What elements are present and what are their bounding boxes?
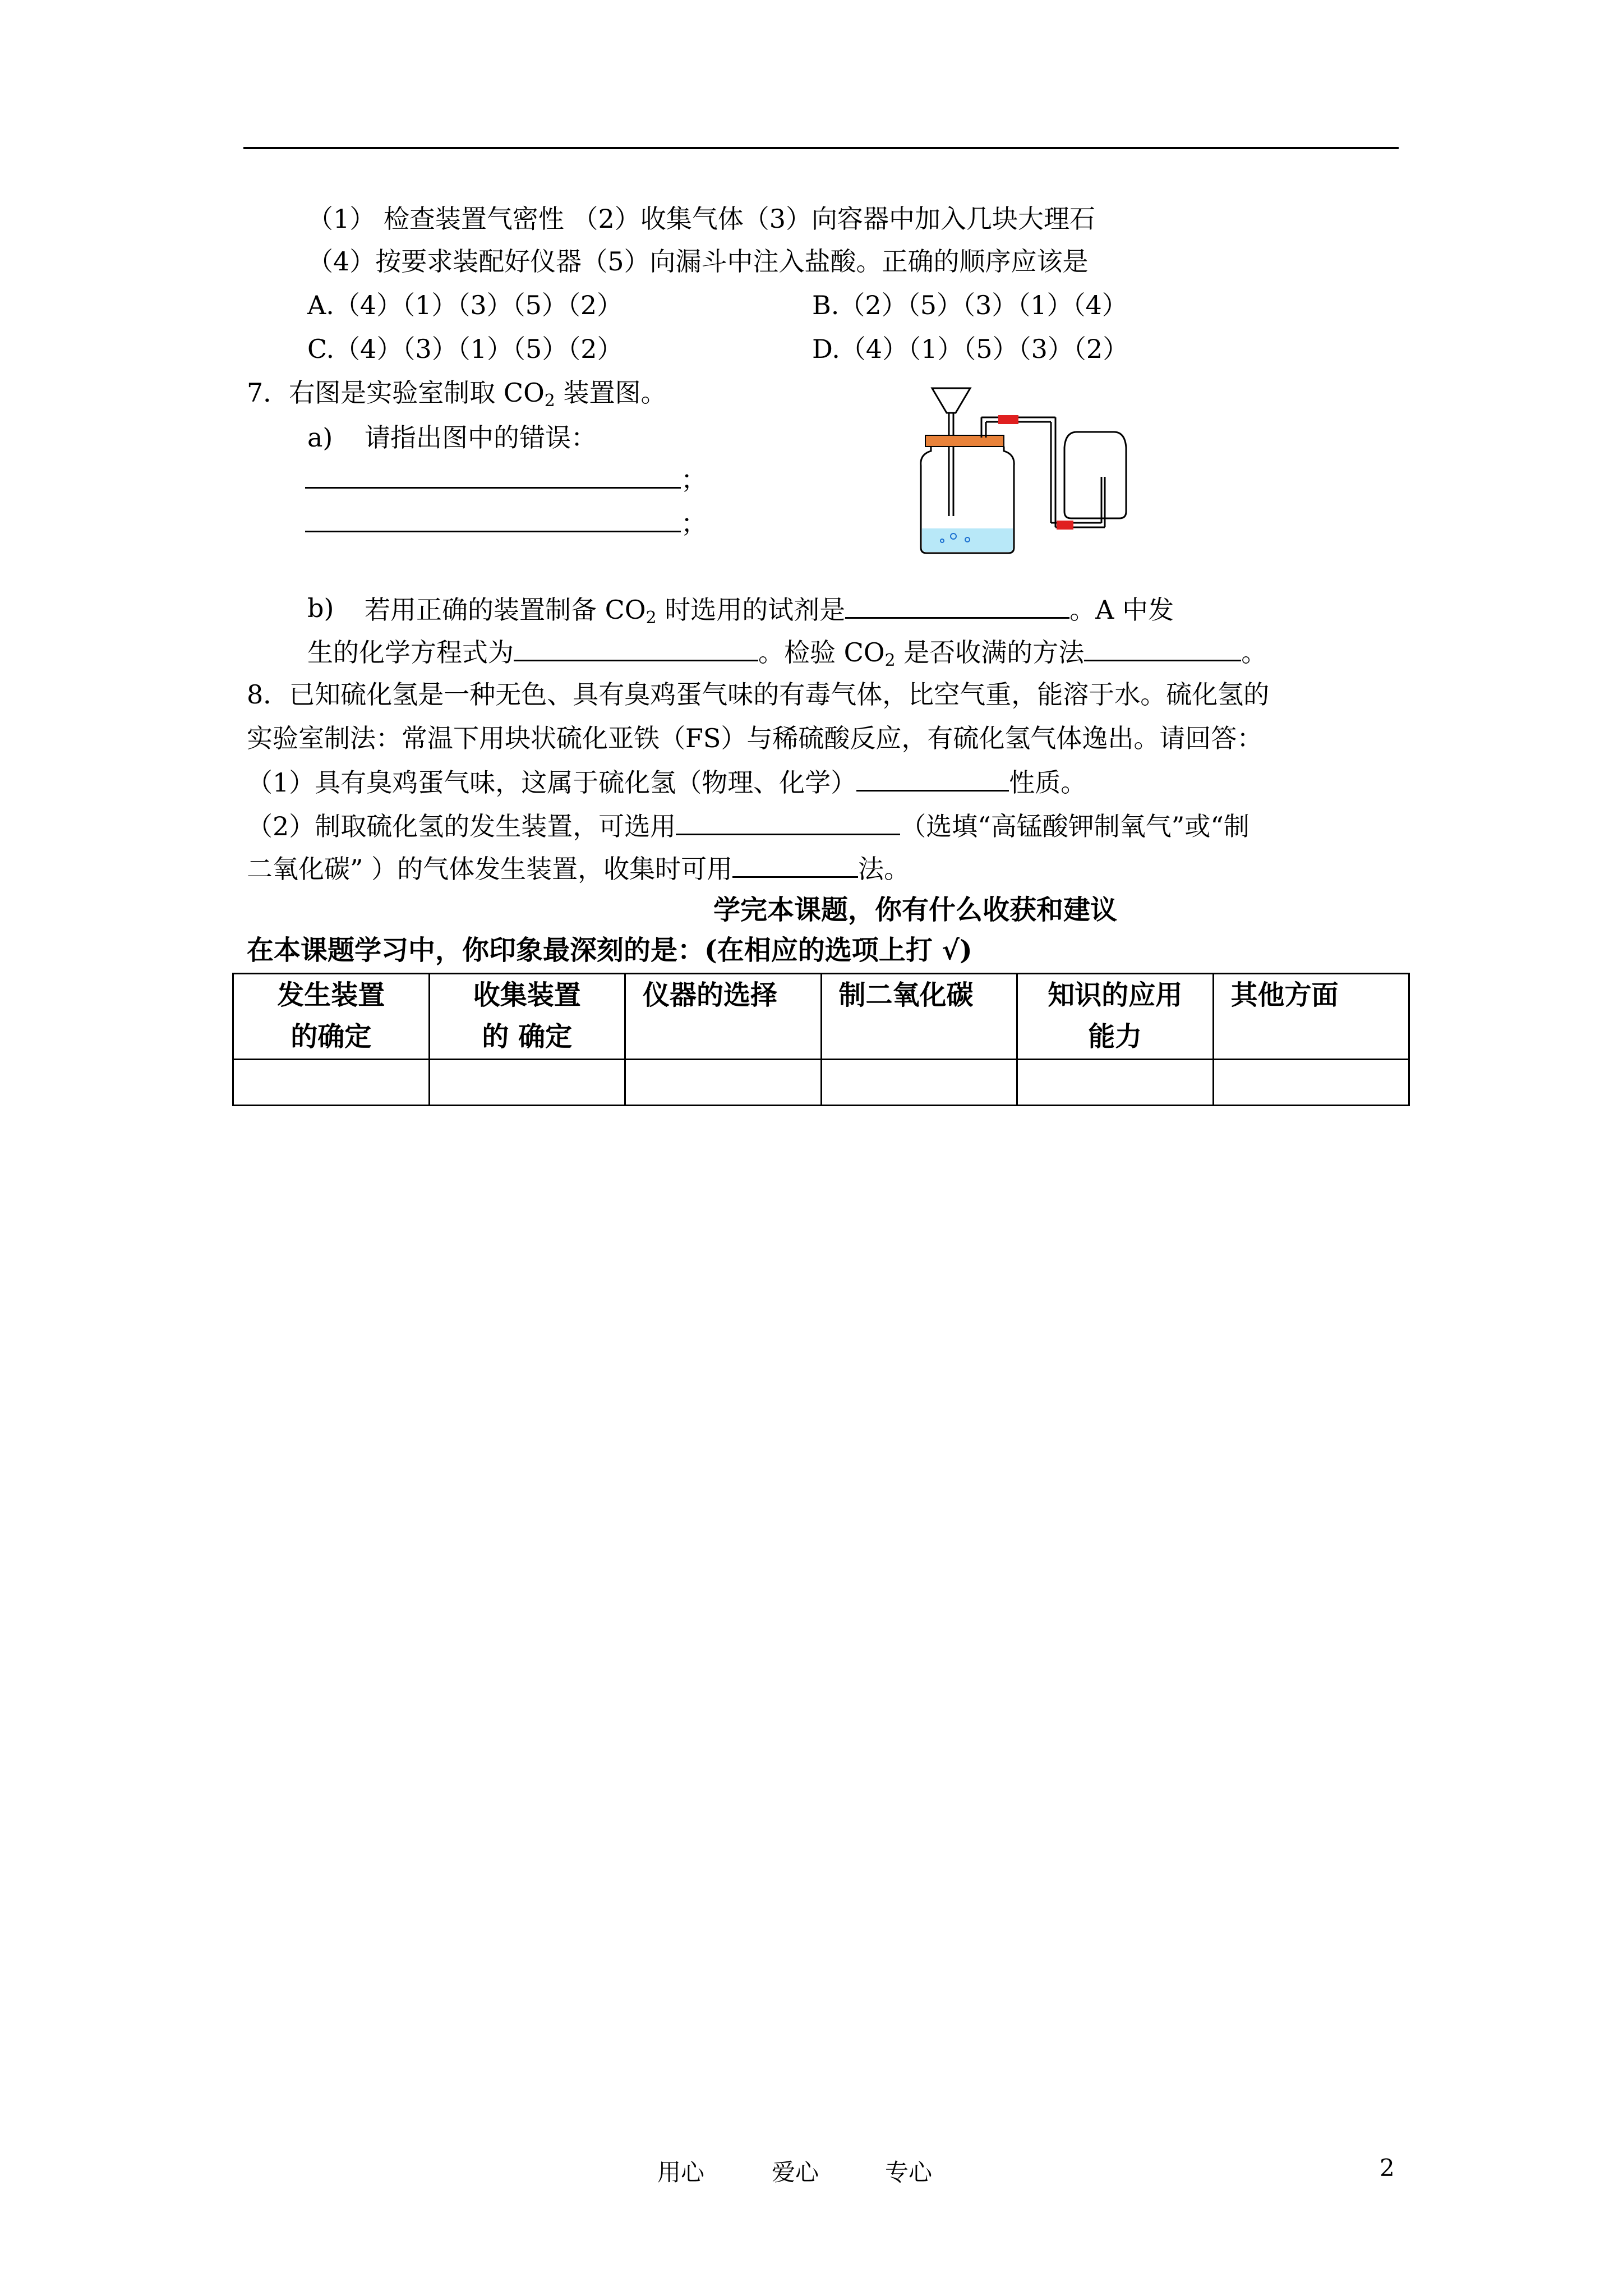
tube-connector-bottom <box>1057 521 1073 530</box>
collecting-bottle <box>1064 432 1126 518</box>
feedback-col-1: 发生装置 的确定 <box>233 974 430 1060</box>
feedback-title: 学完本课题，你有什么收获和建议 <box>713 894 1118 926</box>
feedback-col-5: 知识的应用 能力 <box>1017 974 1214 1060</box>
q6-line1: （1） 检查装置气密性 （2）收集气体（3）向容器中加入几块大理石 <box>307 204 1096 234</box>
feedback-check-cell-4[interactable] <box>821 1060 1017 1106</box>
q7b-label: b) <box>307 593 334 623</box>
q8-part2-cont: 二氧化碳” ）的气体发生装置，收集时可用 法。 <box>247 850 910 886</box>
q6-option-b: B.（2）（5）（3）（1）（4） <box>812 290 1128 320</box>
q7b-line: 若用正确的装置制备 $CO_2$ 时选用的试剂是 。A 中发 <box>365 591 1174 627</box>
feedback-table <box>232 973 1410 1106</box>
q8-collection-blank[interactable] <box>732 850 858 878</box>
q7-equation-blank[interactable] <box>514 634 758 661</box>
q6-line2: （4）按要求装配好仪器（5）向漏斗中注入盐酸。正确的顺序应该是 <box>307 246 1089 277</box>
stopper <box>925 435 1004 447</box>
feedback-col-3: 仪器的选择 <box>625 974 822 1060</box>
q7b-reagent-blank[interactable] <box>845 591 1069 619</box>
q8-property-blank[interactable] <box>856 764 1009 792</box>
footer-slogan-1: 用心 <box>657 2159 705 2186</box>
co2-apparatus-diagram <box>914 381 1138 561</box>
q7-stem: 7．右图是实验室制取 $CO_2$ 装置图。 <box>247 378 667 411</box>
q6-option-c: C.（4）（3）（1）（5）（2） <box>307 334 623 364</box>
q7a-prompt: 请指出图中的错误： <box>365 422 597 453</box>
feedback-col-6: 其他方面 <box>1213 974 1409 1060</box>
q8-part1: （1）具有臭鸡蛋气味，这属于硫化氢（物理、化学） 性质。 <box>247 764 1086 799</box>
footer-slogan-3: 专心 <box>885 2159 933 2186</box>
q7a-answer-line-1[interactable]: ； <box>305 461 707 496</box>
feedback-check-cell-3[interactable] <box>625 1060 822 1106</box>
q7a-label: a) <box>307 422 333 453</box>
feedback-col-4: 制二氧化碳 <box>821 974 1017 1060</box>
tube-connector-top <box>998 415 1018 424</box>
q8-line2: 实验室制法：常温下用块状硫化亚铁（FS）与稀硫酸反应，有硫化氢气体逸出。请回答： <box>247 723 1263 753</box>
feedback-check-cell-6[interactable] <box>1213 1060 1409 1106</box>
q6-option-d: D.（4）（1）（5）（3）（2） <box>812 334 1129 364</box>
feedback-col-2: 收集装置 的 确定 <box>429 974 625 1060</box>
footer-slogan-2: 爱心 <box>772 2159 819 2186</box>
q7-check-method-blank[interactable] <box>1084 634 1241 661</box>
bottle-liquid <box>922 528 1013 552</box>
header-rule <box>243 147 1399 149</box>
feedback-instruction: 在本课题学习中，你印象最深刻的是：(在相应的选项上打 √) <box>247 935 972 966</box>
q8-part2: （2）制取硫化氢的发生装置，可选用 （选填“高锰酸钾制氧气”或“制 <box>247 808 1249 843</box>
q8-apparatus-blank[interactable] <box>676 808 900 835</box>
q8-line1: 8．已知硫化氢是一种无色、具有臭鸡蛋气味的有毒气体，比空气重，能溶于水。硫化氢的 <box>247 679 1270 710</box>
q7b-line-2: 生的化学方程式为 。检验 $CO_2$ 是否收满的方法 。 <box>307 634 1267 669</box>
funnel-icon <box>932 388 970 413</box>
page-number: 2 <box>1380 2154 1395 2182</box>
q6-option-a: A.（4）（1）（3）（5）（2） <box>307 290 623 320</box>
feedback-check-cell-2[interactable] <box>429 1060 625 1106</box>
feedback-check-cell-5[interactable] <box>1017 1060 1214 1106</box>
feedback-check-cell-1[interactable] <box>233 1060 430 1106</box>
q7a-answer-line-2[interactable]: ； <box>305 505 707 540</box>
